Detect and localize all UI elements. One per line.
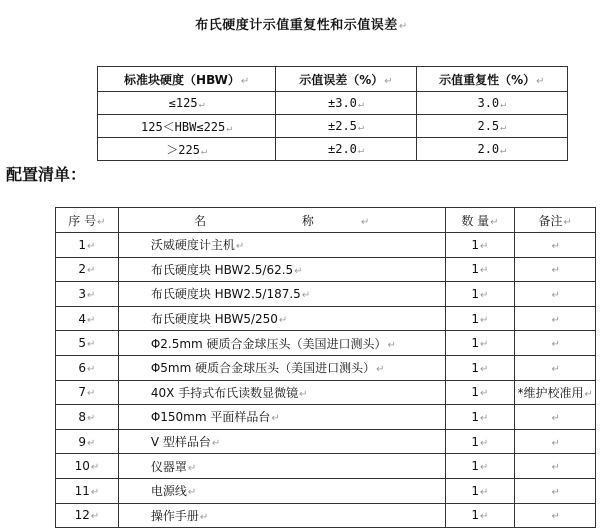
item-name-cell: 40X 手持式布氏读数显微镜↵ [118,380,445,405]
table-row [56,478,596,503]
header-standard-block-hardness: 标准块硬度（HBW）↵ [98,67,276,92]
remark-cell: ↵ [515,454,596,479]
header-quantity: 数 量↵ [445,208,515,233]
quantity-cell: 1↵ [445,257,515,282]
config-table-body [56,233,596,528]
remark-cell: ↵ [515,478,596,503]
config-list-heading: 配置清单： [6,165,87,184]
serial-no-cell: 9↵ [56,429,119,454]
quantity-cell: 1↵ [445,405,515,430]
quantity-cell: 1↵ [445,355,515,380]
hardness-range-cell: ≤125↵ [98,92,276,115]
repeatability-cell: 2.0↵ [416,138,567,161]
serial-no-cell: 4↵ [56,306,119,331]
serial-no-cell: 2↵ [56,257,119,282]
hardness-range-cell: 125＜HBW≤225↵ [98,115,276,138]
item-name-cell: 布氏硬度块 HBW2.5/187.5↵ [118,282,445,307]
table-row [56,380,596,405]
item-name-cell: 布氏硬度块 HBW2.5/62.5↵ [118,257,445,282]
item-name-cell: V 型样品台↵ [118,429,445,454]
table-row [56,503,596,528]
serial-no-cell: 8↵ [56,405,119,430]
config-table-header [56,208,596,233]
remark-cell: ↵ [515,503,596,528]
header-indication-error: 示值误差（%）↵ [276,67,416,92]
table-row [98,138,568,161]
item-name-cell: 电源线↵ [118,478,445,503]
quantity-cell: 1↵ [445,478,515,503]
error-cell: ±3.0↵ [276,92,416,115]
remark-cell: ↵ [515,306,596,331]
item-name-cell: Φ150mm 平面样品台↵ [118,405,445,430]
serial-no-cell: 5↵ [56,331,119,356]
serial-no-cell: 6↵ [56,355,119,380]
serial-no-cell: 3↵ [56,282,119,307]
item-name-cell: 布氏硬度块 HBW5/250↵ [118,306,445,331]
serial-no-cell: 12↵ [56,503,119,528]
quantity-cell: 1↵ [445,233,515,258]
quantity-cell: 1↵ [445,306,515,331]
remark-cell: *维护校准用↵ [515,380,596,405]
serial-no-cell: 7↵ [56,380,119,405]
header-indication-repeatability: 示值重复性（%）↵ [416,67,567,92]
header-remark: 备注↵ [515,208,596,233]
hardness-accuracy-table [97,66,568,161]
remark-cell: ↵ [515,355,596,380]
table-row [56,331,596,356]
remark-cell: ↵ [515,257,596,282]
table-row [98,92,568,115]
repeatability-cell: 2.5↵ [416,115,567,138]
quantity-cell: 1↵ [445,380,515,405]
remark-cell: ↵ [515,405,596,430]
table-row [56,233,596,258]
hardness-range-cell: ＞225↵ [98,138,276,161]
table-row [56,405,596,430]
quantity-cell: 1↵ [445,454,515,479]
remark-cell: ↵ [515,331,596,356]
hardness-table-header [98,67,568,92]
serial-no-cell: 11↵ [56,478,119,503]
table-row [56,257,596,282]
serial-no-cell: 1↵ [56,233,119,258]
quantity-cell: 1↵ [445,282,515,307]
config-list-table [55,207,596,528]
header-serial-no: 序 号↵ [56,208,119,233]
table-row [56,454,596,479]
document-title: 布氏硬度计示值重复性和示值误差↵ [195,18,408,33]
serial-no-cell: 10↵ [56,454,119,479]
item-name-cell: Φ5mm 硬质合金球压头（美国进口测头）↵ [118,355,445,380]
table-row [56,282,596,307]
item-name-cell: 沃威硬度计主机↵ [118,233,445,258]
table-row [56,306,596,331]
remark-cell: ↵ [515,233,596,258]
table-row [98,115,568,138]
error-cell: ±2.0↵ [276,138,416,161]
error-cell: ±2.5↵ [276,115,416,138]
table-row [56,429,596,454]
header-item-name: 名 称↵ [118,208,445,233]
table-row [56,355,596,380]
remark-cell: ↵ [515,282,596,307]
quantity-cell: 1↵ [445,331,515,356]
quantity-cell: 1↵ [445,429,515,454]
remark-cell: ↵ [515,429,596,454]
repeatability-cell: 3.0↵ [416,92,567,115]
paragraph-mark: ↵ [398,21,408,32]
quantity-cell: 1↵ [445,503,515,528]
item-name-cell: 操作手册↵ [118,503,445,528]
item-name-cell: 仪器罩↵ [118,454,445,479]
item-name-cell: Φ2.5mm 硬质合金球压头（美国进口测头）↵ [118,331,445,356]
